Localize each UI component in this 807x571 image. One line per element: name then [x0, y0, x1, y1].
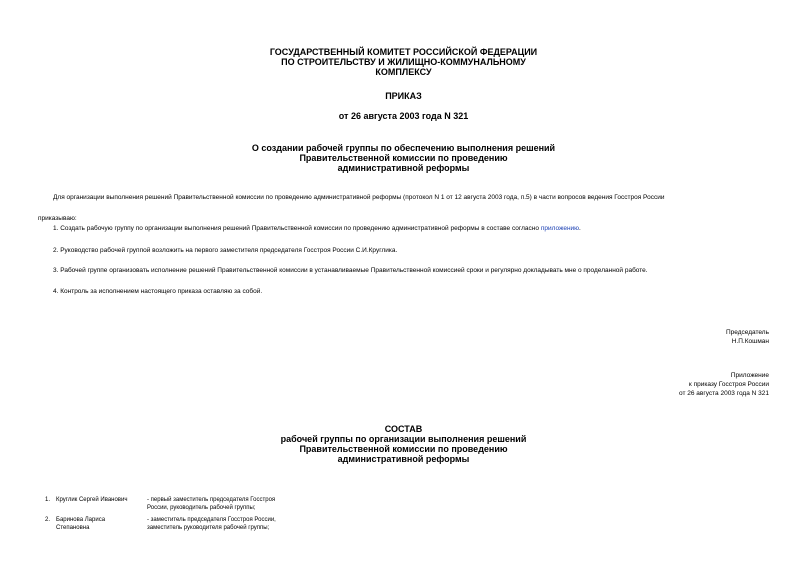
member-role [147, 517, 317, 532]
order-item-2: 2. Руководство рабочей группой возложить на первого заместителя председателя Госстроя России С.И.Круглика. [53, 247, 398, 254]
member-number: 1. [45, 497, 51, 503]
order-item-1-text: 1. Создать рабочую группу по организации выполнения решений Правительственной комиссии по проведению административной реформы в составе согласно [53, 225, 541, 232]
member-name [56, 517, 146, 532]
member-name [56, 497, 146, 505]
composition-line-1: рабочей группы по организации выполнения решений [280, 434, 527, 444]
member-role-line: - заместитель председателя Госстроя России, [147, 517, 276, 523]
appendix-line-1: Приложение [730, 372, 769, 379]
member-number: 2. [45, 517, 51, 523]
issuer-header [0, 47, 807, 77]
member-name-line: Круглик Сергей Иванович [56, 497, 128, 503]
doc-date: от 26 августа 2003 года N 321 [338, 111, 469, 121]
doc-title-line-3: административной реформы [337, 163, 470, 173]
signature-name: Н.П.Кошман [731, 338, 769, 345]
table-row [45, 517, 50, 525]
order-word: приказываю: [38, 215, 77, 222]
member-name-line: Баринова Лариса [56, 517, 106, 523]
appendix-line-2: к приказу Госстроя России [688, 381, 769, 388]
member-role-line: - первый заместитель председателя Госстроя [147, 497, 276, 503]
doc-title-line-1: О создании рабочей группы по обеспечению выполнения решений [251, 143, 556, 153]
issuer-line-3: КОМПЛЕКСУ [375, 67, 432, 77]
doc-title-line-2: Правительственной комиссии по проведению [299, 153, 508, 163]
member-role-line: заместитель руководителя рабочей группы; [147, 524, 270, 531]
member-role-line: России, руководитель рабочей группы; [147, 504, 256, 511]
signature-block [726, 328, 769, 346]
order-item-1 [53, 225, 773, 233]
composition-line-2: Правительственной комиссии по проведению [299, 444, 508, 454]
appendix-link[interactable]: приложению [540, 225, 580, 232]
composition-title: СОСТАВ [384, 424, 423, 434]
table-row [45, 497, 50, 505]
appendix-block [679, 371, 769, 398]
composition-line-3: административной реформы [337, 454, 470, 464]
order-item-4: 4. Контроль за исполнением настоящего приказа оставляю за собой. [53, 288, 263, 295]
signature-role: Председатель [725, 329, 769, 336]
composition-subtitle [0, 434, 807, 464]
order-item-3: 3. Рабочей группе организовать исполнение решений Правительственной комиссии в устанавливаемые Правительственной комиссией сроки и регулярно докладывать мне о проделанной работе. [53, 267, 648, 274]
order-item-1-tail: . [579, 225, 581, 232]
issuer-line-2: ПО СТРОИТЕЛЬСТВУ И ЖИЛИЩНО-КОММУНАЛЬНОМУ [281, 57, 526, 67]
doc-type: ПРИКАЗ [385, 91, 422, 101]
doc-title [0, 143, 807, 173]
appendix-line-3: от 26 августа 2003 года N 321 [678, 390, 769, 397]
member-role [147, 497, 317, 512]
issuer-line-1: ГОСУДАРСТВЕННЫЙ КОМИТЕТ РОССИЙСКОЙ ФЕДЕРАЦИИ [269, 47, 538, 57]
intro-paragraph: Для организации выполнения решений Правительственной комиссии по проведению административной реформы (протокол N 1 от 12 августа 2003 года, п.5) в части вопросов ведения Госстроя России [53, 194, 665, 201]
member-name-line: Степановна [56, 524, 90, 531]
